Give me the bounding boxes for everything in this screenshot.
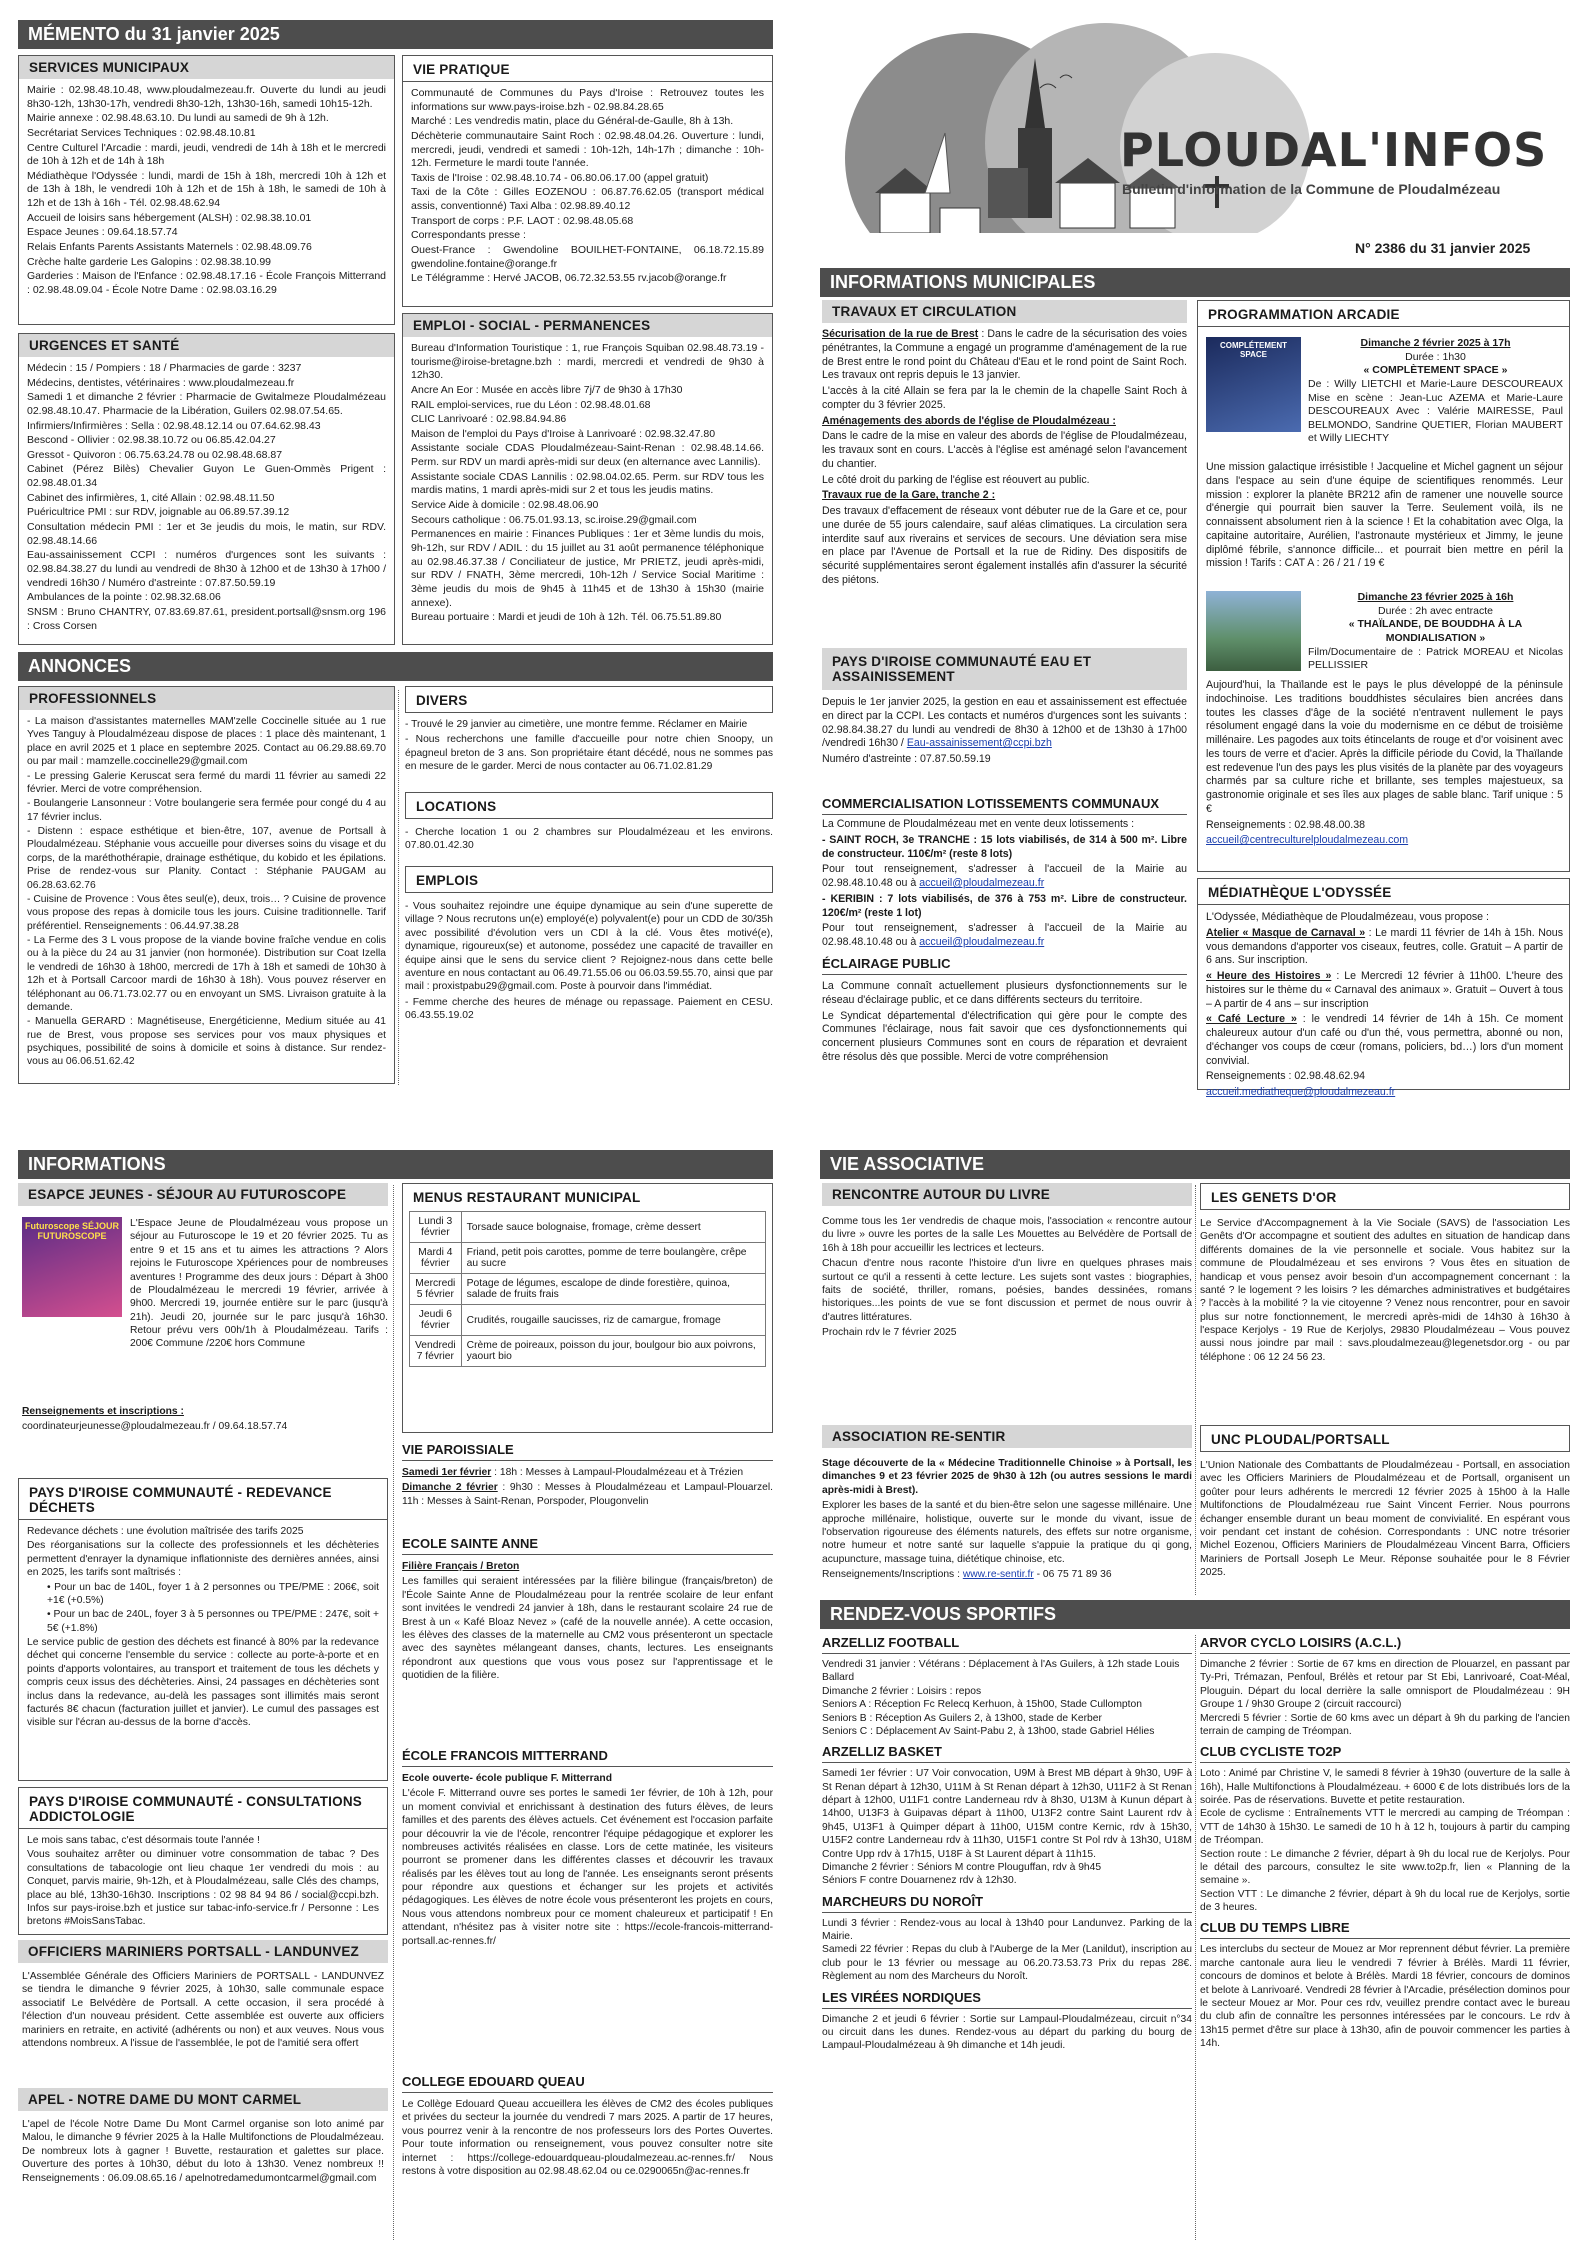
arcadie-e1-text: Une mission galactique irrésistible ! Jacqueline et Michel gagnent un séjour dans l'espace au sein d'une équipe de scientifiques renommés. Leur mission : explorer la planète BR212 afin de ramener une nouvelle source d'énergie qui pourrait bien sauver la Terre. Seulement voilà, ils ne connaissent absolument rien à la science ! Et la cohabitation avec Olga, la capitaine autoritaire, Aurélien, l'astronaute mystérieux et Jimmy, le jeune diplômé fébrile, s'annonce difficile... et pourrait bien mettre en péril la mission ! Tarifs : CAT A : 26 / 21 / 19 €	[1206, 461, 1563, 570]
espace-jeunes-rens	[22, 1405, 388, 1475]
services-line: Relais Enfants Parents Assistants Maternels : 02.98.48.09.76	[27, 241, 312, 254]
addictologie-text: Vous souhaitez arrêter ou diminuer votre consommation de tabac ? Des consultations de tabacologie ont lieu chaque 1er vendredi du mois : au Conquet, parvis mairie, 9h-12h, et à Ploudalmézeau, salle Clés des champs, place au blé, 13h30-16h30. Inscriptions : 02 98 84 94 86 / social@ccpi.bzh. Infos sur pays-iroise.bzh et justice sur tabac-info-service.fr / Personne : Les bretons #MoisSansTabac.	[27, 1849, 379, 1928]
divers-item: - Nous recherchons une famille d'accueille pour notre chien Snoopy, un épagneul breton de 3 ans. Son propriétaire étant décédé, nous ne sommes pas en mesure de le garder. Merci de nous contacter au 06.71.02.81.29	[405, 734, 773, 773]
travaux-text: Le côté droit du parking de l'église est réouvert au public.	[822, 473, 1090, 486]
menu-day: Mercredi 5 février	[410, 1274, 462, 1305]
redevance-text: Redevance déchets : une évolution maîtrisée des tarifs 2025	[27, 1526, 304, 1537]
vie-pratique-line: Marché : Les vendredis matin, place du Général-de-Gaulle, 8h à 13h.	[411, 115, 734, 128]
professionnels-body	[19, 710, 394, 1075]
annonce-item: - Manuella GERARD : Magnétiseuse, Energéticienne, Medium située au 41 rue de Brest, vous propose ses services pour vos maux physiques et psychiques, possibilité de soins à domicile et soins à distance. Sur rendez-vous au 06.06.51.62.42	[27, 1016, 386, 1068]
arcadie-e2-credits: Film/Documentaire de : Patrick MOREAU et Nicolas PELLISSIER	[1308, 645, 1563, 672]
unc-section	[1200, 1425, 1570, 1595]
addictologie-body	[19, 1829, 387, 1935]
resentir-tel: - 06 75 71 89 36	[1033, 1569, 1112, 1580]
services-line: Espace Jeunes : 09.64.18.57.74	[27, 226, 178, 239]
urgences-line: Puéricultrice PMI : sur RDV, joignable au 06.89.57.39.12	[27, 506, 290, 519]
virees-body	[822, 2013, 1192, 2053]
arcadie-e2-text: Aujourd'hui, la Thaïlande est le pays le plus développé de la péninsule indochinoise. Les traditions bouddhistes séculaires bien ancrées dans toutes les classes d'âge de la société n'entravent nullement le pays résolument engagé dans la voie du modernisme en ce début de troisième millénaire. Les pagodes aux toits étincelants de rouge et d'or voisinent avec les tours de verre et d'acier. Après la difficile période du Covid, la Thaïlande est redevenue l'un des pays les plus visités de la planète par des voyageurs charmés par sa culture riche et brillante, ses temples majestueux, sa gastronomie originale et ses îles aux plages de sable blanc. Tarif unique : 5 €	[1206, 679, 1563, 815]
lotissements-body	[822, 818, 1187, 950]
menu-dish: Crème de poireaux, poisson du jour, boulgour bio aux poivrons, yaourt bio	[461, 1336, 765, 1367]
emploi-line: Maison de l'emploi du Pays d'Iroise à Lanrivoaré : 02.98.32.47.80	[411, 427, 716, 440]
arcadie-e2-date: Dimanche 23 février 2025 à 16h	[1357, 591, 1514, 603]
lotissements-text: La Commune de Ploudalmézeau met en vente deux lotissements :	[822, 818, 1135, 830]
menus-box	[402, 1183, 773, 1433]
genets-text: Le Service d'Accompagnement à la Vie Sociale (SAVS) de l'association Les Genêts d'Or accompagne et soutient des adultes en situation de handicap dans différents domaines de la vie personnelle et sociale. Vous habitez sur la commune de Ploudalmézeau et ses environs ? Vous êtes en situation de handicap et vous pensez avoir besoin d'un accompagnement concernant : la santé ? le logement ? les loisirs ? les démarches administratives et budgétaires ? l'accès à la mobilité ? la vie citoyenne ? Venez nous rencontrer, pour en savoir plus sur notre fonctionnement, le mercredi après-midi de 14h30 à 16h30 à l'espace Kerjolys - 19 Rue de Kerjolys, 29830 Ploudalmézeau – Vous pouvez aussi nous joindre par mail : savs.ploudalmezeau@legenetsdor.org - ou par téléphone : 06 12 24 56 23.	[1200, 1218, 1570, 1363]
services-box	[18, 55, 395, 325]
travaux-h1: Sécurisation de la rue de Brest	[822, 328, 979, 340]
espace-jeunes-intro: L'Espace Jeune de Ploudalmézeau vous propose un séjour au Futuroscope le 19 et 20 février 2025. Tu as entre 9 et 15 ans et tu aimes les attractions ? Alors rejoins le Futuroscope Xpériences pour de nombreuses aventures ! Programme des deux jours : Départ à 3h00 de Ploudalmézeau le mercredi 19 février, arrivée à 9h00. Mercredi 19, journée entière sur le parc (jusqu'à 21h). Jeudi 20, journée sur le parc jusqu'à 16h30. Retour prévu vers 00h/1h à Ploudalmézeau. Tarifs : 200€ Commune /220€ hors Commune	[130, 1218, 388, 1350]
urgences-line: Infirmiers/Infirmières : Sella : 02.98.48.12.14 ou 07.64.62.98.43	[27, 419, 321, 432]
services-line: Mairie : 02.98.48.10.48, www.ploudalmezeau.fr. Ouverte du lundi au jeudi 8h30-12h, 13h30-17h, vendredi 8h30-12h, 13h30-16h, samedi 10h15-12h.	[27, 84, 386, 110]
arcadie-e2-title: « THAÏLANDE, DE BOUDDHA À LA MONDIALISATION »	[1348, 618, 1523, 644]
menus-title: MENUS RESTAURANT MUNICIPAL	[413, 1190, 641, 1205]
annonce-item: - La Ferme des 3 L vous propose de la viande bovine fraîche vendue en colis ou à la pièce du 24 au 31 janvier (non hormonée). Distribution sur Coat Izella le vendredi de 16h30 à 18h00, mercredi de 17h à 18h et samedi de 10h30 à 12h et à Portsall Carcoor mardi de 16h30 à 18h). Vous pouvez réserver en téléphonant au 06.71.73.02.77 ou en envoyant un SMS. Livraison gratuite à la demande.	[27, 935, 386, 1013]
lotissements-text: - SAINT ROCH, 3e TRANCHE : 15 lots viabilisés, de 314 à 500 m². Libre de constructeur. 110€/m² (reste 8 lots)	[822, 833, 1187, 860]
urgences-title: URGENCES ET SANTÉ	[19, 334, 394, 357]
services-line: Centre Culturel l'Arcadie : mardi, jeudi, vendredi de 14h à 18h et le mercredi de 10h à 12h et de 14h à 18h	[27, 141, 386, 168]
espace-jeunes-title: ESAPCE JEUNES - SÉJOUR AU FUTUROSCOPE	[18, 1183, 388, 1206]
basket-line: Samedi 1er février : U7 Voir convocation, U9M à Brest MB départ à 9h30, U9F à St Renan départ à 12h30, U11M à St Renan départ à 12h30, U11F2 à St Renan départ à 12h00, U11F1 contre Landerneau rdv à 8h30, U13M à Kunun départ à 14h00, U13F3 à Guipavas départ à 11h00, U13F2 contre Saint Laurent rdv à 9h45, U13F1 à Quimper départ à 11h00, U15M contre Kernic, rdv à 15h30, U15F2 contre Landerneau rdv à 11h30, U15F1 contre St Pol rdv à 13h30, U18M Contre Upp rdv à 17h15, U18F à St Laurent départ à 11h15.	[822, 1768, 1192, 1860]
mitterrand-heading: Ecole ouverte- école publique F. Mitterrand	[402, 1773, 612, 1784]
mediatheque-email-link[interactable]: accueil.mediatheque@ploudalmezeau.fr	[1206, 1086, 1396, 1099]
informations-title: INFORMATIONS	[18, 1150, 773, 1179]
redevance-bullet: Pour un bac de 140L, foyer 1 à 2 personnes ou TPE/PME : 206€, soit +1€ (+0.5%)	[47, 1581, 379, 1606]
urgences-line: Consultation médecin PMI : 1er et 3e jeudis du mois, le matin, sur RDV. 02.98.48.14.66	[27, 521, 386, 547]
professionnels-title: PROFESSIONNELS	[19, 687, 394, 710]
travaux-section	[822, 300, 1187, 650]
annonce-item: - Boulangerie Lansonneur : Votre boulangerie sera fermée pour congé du 4 au 17 février inclus.	[27, 798, 386, 823]
arcadie-e1-date: Dimanche 2 février 2025 à 17h	[1360, 337, 1511, 349]
basket-title: ARZELLIZ BASKET	[822, 1744, 1192, 1763]
officiers-text: L'Assemblée Générale des Officiers Mariniers de PORTSALL - LANDUNVEZ se tiendra le dimanche 9 février 2025, à 10h30, salle communale espace associatif Le Belvédère de Portsall. A cette occasion, il sera procédé à l'élection d'un nouveau président. Cette assemblée est ouverte aux officiers mariniers en retraite, en activité (adhérents ou non) et aux veuves. Nous vous attendons nombreux. A l'issue de l'assemblée, le pot de l'amitié sera offert	[22, 1971, 384, 2049]
eclairage-section	[822, 950, 1187, 1090]
mitterrand-title: ÉCOLE FRANCOIS MITTERRAND	[402, 1748, 773, 1767]
mediatheque-atelier: Atelier « Masque de Carnaval »	[1206, 926, 1366, 939]
travaux-text: : Dans le cadre de la sécurisation des voies pénétrantes, la Commune a engagé un programme d'aménagement de la rue de Brest entre le rond point du Château d'Eau et le rond point de Saint Roch. Les travaux ont repris depuis le 13 janvier.	[822, 328, 1187, 382]
memento-title: MÉMENTO du 31 janvier 2025	[18, 20, 773, 49]
resentir-section	[822, 1425, 1192, 1595]
emplois-item: - Vous souhaitez rejoindre une équipe dynamique au sein d'une superette de village ? Nous recrutons un(e) employé(e) polyvalent(e) pour un CDD de 30/35h avec possibilité d'évolution vers un CDI à la clé. Vous êtes motivé(e), dynamique, rigoureux(se) et autonome, possédez une capacité de travailler en équipe ainsi que le sens du service client ? Rejoignez-nous dans cette belle aventure en nous contactant au 06.49.71.55.06 ou 06.03.59.55.70, ainsi que par mail : proxistpabu29@gmail.com. Poste à pourvoir dans l'immédiat.	[405, 901, 773, 993]
to2p-body	[1200, 1767, 1570, 1914]
eau-text: Numéro d'astreinte : 07.87.50.59.19	[822, 753, 991, 766]
sports-title: RENDEZ-VOUS SPORTIFS	[820, 1600, 1570, 1629]
paroissiale-section	[402, 1436, 773, 1536]
queau-title: COLLEGE EDOUARD QUEAU	[402, 2074, 773, 2093]
annonces-right	[405, 686, 773, 1084]
resentir-link[interactable]: www.re-sentir.fr	[962, 1569, 1034, 1580]
lotissements-title: COMMERCIALISATION LOTISSEMENTS COMMUNAUX	[822, 796, 1187, 815]
sainte-anne-title: ECOLE SAINTE ANNE	[402, 1536, 773, 1555]
mediatheque-box	[1197, 878, 1570, 1099]
virees-line: Dimanche 2 et jeudi 6 février : Sortie sur Lampaul-Ploudalmézeau, circuit n°34 ou circuit dans les dunes. Rendez-vous au départ du parking du bourg de Lampaul-Ploudalmézeau à 9h dimanche et 14h jeudi.	[822, 2013, 1192, 2052]
urgences-line: SNSM : Bruno CHANTRY, 07.83.69.87.61, president.portsall@snsm.org 196 : Cross Corsen	[27, 605, 386, 632]
sainte-anne-text: Les familles qui seraient intéressées par la filière bilingue (français/breton) de l'École Sainte Anne de Ploudalmézeau pour la rentrée scolaire de leur enfant sont invitées le vendredi 24 janvier à 18h, dans le restaurant scolaire 24 rue de Brest à un « Kafé Bloaz Nevez » (café de la nouvelle année). A cette occasion, les élèves des classes de la maternelle au CM2 vous présenteront un spectacle avec des saynètes mélangeant danses, chants, lectures. Les enseignants répondront aux questions que vous vous posez sur l'apprentissage et le quotidien de la filière.	[402, 1576, 773, 1681]
urgences-line: Gressot - Quivoron : 06.75.63.24.78 ou 02.98.48.68.87	[27, 448, 283, 461]
services-line: Crèche halte garderie Les Galopins : 02.98.38.10.99	[27, 255, 271, 268]
travaux-title: TRAVAUX ET CIRCULATION	[822, 300, 1187, 323]
lotissements-text: Pour tout renseignement, s'adresser à l'accueil de la Mairie au 02.98.48.10.48 ou à	[822, 863, 1187, 890]
eau-section	[822, 648, 1187, 788]
locations-body	[405, 826, 773, 866]
to2p-title: CLUB CYCLISTE TO2P	[1200, 1744, 1570, 1763]
mediatheque-text: : Le mardi 11 février de 14h à 15h. Nous vous demandons d'apporter vos ciseaux, feutres, colle. Gratuit – A partir de 6 ans. Sur inscription.	[1206, 926, 1563, 967]
menu-dish: Friand, petit pois carottes, pomme de terre boulangère, crêpe au sucre	[461, 1243, 765, 1274]
emploi-line: Bureau d'Information Touristique : 1, rue François Squiban 02.98.48.73.19 - tourisme@iroise-bretagne.bzh : mardi, mercredi et vendredi de 9h30 à 12h30.	[411, 342, 764, 382]
menu-day: Lundi 3 février	[410, 1212, 462, 1243]
divers-title: DIVERS	[405, 686, 773, 713]
menu-day: Vendredi 7 février	[410, 1336, 462, 1367]
livre-title: RENCONTRE AUTOUR DU LIVRE	[822, 1183, 1192, 1206]
livre-text: Chacun d'entre nous raconte l'histoire d'un livre en quelques phrases mais surtout ce qu'il a ressenti à cette lecture. Les sujets sont vastes : biographies, faits de société, thriller, romans, poésies, bandes dessinées, romans historiques...les points de vue se font discussion et permet de nous ouvrir à d'autres littératures.	[822, 1258, 1192, 1323]
eau-email-link[interactable]: Eau-assainissement@ccpi.bzh	[906, 737, 1052, 750]
noroit-body	[822, 1917, 1192, 1984]
vie-pratique-line: Le Télégramme : Hervé JACOB, 06.72.32.53.55 rv.jacob@orange.fr	[411, 272, 727, 285]
redevance-box	[18, 1478, 388, 1781]
resentir-text: Stage découverte de la « Médecine Traditionnelle Chinoise » à Portsall, les dimanches 9 et 23 février 2025 de 9h30 à 12h (ou autres sessions le mardi après-midi à Brest).	[822, 1458, 1192, 1496]
urgences-line: Médecin : 15 / Pompiers : 18 / Pharmacies de garde : 3237	[27, 362, 302, 374]
locations-item: - Cherche location 1 ou 2 chambres sur Ploudalmézeau et les environs. 07.80.01.42.30	[405, 827, 773, 852]
arcadie-rens: Renseignements : 02.98.48.00.38	[1206, 818, 1366, 831]
eau-body	[822, 696, 1187, 788]
basket-body	[822, 1767, 1192, 1887]
vie-pratique-line: Déchèterie communautaire Saint Roch : 02.98.48.04.26. Ouverture : lundi, mercredi, jeudi, vendredi et samedi : 10h-12h, 14h-17h ; dimanche : 10h-12h. Fermeture le mardi toute l'année.	[411, 129, 764, 170]
annonce-item: - La maison d'assistantes maternelles MAM'zelle Coccinelle située au 1 rue Yves Tanguy à Ploudalmézeau dispose de places : 1 place dès maintenant, 1 place en avril 2025 et 1 place en septembre 2025. Contact au 06.29.88.69.70 ou par mail : mamzelle.coccinelle29@gmail.com	[27, 716, 386, 768]
acl-title: ARVOR CYCLO LOISIRS (A.C.L.)	[1200, 1635, 1570, 1654]
sainte-anne-body	[402, 1560, 773, 1750]
urgences-body	[19, 357, 394, 639]
to2p-line: Ecole de cyclisme : Entraînements VTT le mercredi au camping de Tréompan : VTT de 14h30 à 15h30. Le samedi de 10 h à 12 h, toujours à partir du camping de Tréompan.	[1200, 1808, 1570, 1847]
basket-line: Séniors F contre Douarnenez rdv à 12h30.	[822, 1875, 1017, 1887]
queau-section	[402, 2068, 773, 2240]
menu-dish: Torsade sauce bolognaise, fromage, crème dessert	[461, 1212, 765, 1243]
emploi-title: EMPLOI - SOCIAL - PERMANENCES	[403, 314, 772, 337]
urgences-line: Samedi 1 et dimanche 2 février : Pharmacie de Gwitalmeze Ploudalmézeau 02.98.48.10.47. Pharmacie de la Libération, Guilers 02.98.07.54.65.	[27, 391, 386, 417]
addictologie-text: Le mois sans tabac, c'est désormais toute l'année !	[27, 1835, 260, 1846]
menu-day: Mardi 4 février	[410, 1243, 462, 1274]
arcadie-title: PROGRAMMATION ARCADIE	[1198, 301, 1569, 327]
football-line: Seniors A : Réception Fc Relecq Kerhuon, à 15h00, Stade Cullompton	[822, 1699, 1142, 1711]
arcadie-email-link[interactable]: accueil@centreculturelploudalmezeau.com	[1206, 834, 1409, 847]
travaux-h3: Travaux rue de la Gare, tranche 2 :	[822, 489, 996, 502]
sports-right	[1200, 1633, 1570, 2240]
eau-text: Depuis le 1er janvier 2025, la gestion en eau et assainissement est effectuée en direct par la CCPI. Les contacts et numéros d'urgences sont les suivants : 02.98.84.38.27 du lundi au vendredi de 8h30 à 12h00 et de 13h30 à 17h00 /vendredi 16h30 /	[822, 696, 1187, 750]
vie-pratique-line: Communauté de Communes du Pays d'Iroise : Retrouvez toutes les informations sur www.pays-iroise.bzh - 02.98.84.28.65	[411, 87, 764, 113]
emploi-line: CLIC Lanrivoaré : 02.98.84.94.86	[411, 413, 567, 426]
vie-pratique-line: Correspondants presse :	[411, 229, 526, 242]
vie-pratique-line: Taxis de l'Iroise : 02.98.48.10.74 - 06.80.06.17.00 (appel gratuit)	[411, 171, 709, 184]
redevance-text: Des réorganisations sur la collecte des professionnels et les déchèteries permettent d'enrayer la dynamique inflationniste des dernières années, ainsi en 2025, les tarifs sont maîtrisés :	[27, 1540, 379, 1579]
emplois-title: EMPLOIS	[405, 866, 773, 893]
mitterrand-body	[402, 1772, 773, 2072]
noroit-line: Lundi 3 février : Rendez-vous au local à 13h40 pour Landunvez. Parking de la Mairie.	[822, 1917, 1192, 1942]
poster-thailande	[1206, 591, 1301, 671]
annonce-item: - Distenn : espace esthétique et bien-être, 107, avenue de Portsall à Ploudalmézeau. Stéphanie vous accueille pour diverses soins du visage et du corps, de la maréthothérapie, drainage esthétique, du kobido et les épilations. Prise de rendez-vous sur Planity. Contact : Stéphanie PAUGAM au 06.28.63.62.76	[27, 826, 386, 891]
apel-section	[18, 2088, 388, 2238]
to2p-line: Loto : Animé par Christine V, le samedi 8 février à 19h30 (ouverture de la salle à 16h), Halle Multifonctions à Ploudalmézeau. + 6000 € de lots distribués lors de la soirée. Pas de réservations. Buvette et petite restauration.	[1200, 1768, 1570, 1806]
masthead	[820, 18, 1570, 268]
arcadie-e2-duration: Durée : 2h avec entracte	[1378, 604, 1493, 617]
acl-text: Dimanche 2 février : Sortie de 67 kms en direction de Plouarzel, en passant par Ty-Pri, Trémazan, Penfoul, Brélès et retour par St Ebi, Lanrivoaré, Coat-Méal, Plouguin. Départ du local derrière la salle omnisport de Ploudalmézeau : 9H Groupe 1 / 9h30 Groupe 2 (circuit raccourci)	[1200, 1659, 1570, 1711]
officiers-section	[18, 1940, 388, 2085]
emploi-line: RAIL emploi-services, rue du Léon : 02.98.48.01.68	[411, 398, 651, 411]
vie-pratique-line: Transport de corps : P.F. LAOT : 02.98.48.05.68	[411, 214, 634, 227]
sports-left	[822, 1633, 1192, 2240]
services-title: SERVICES MUNICIPAUX	[19, 56, 394, 79]
urgences-line: Bescond - Ollivier : 02.98.38.10.72 ou 06.85.42.04.27	[27, 434, 276, 447]
services-line: Médiathèque l'Odyssée : lundi, mardi de 15h à 18h, mercredi 10h à 12h et de 13h à 18h, le vendredi 10h à 12h et de 15h à 18h, le samedi de 10h à 12h et de 13h à 16h - Tél. 02.98.48.62.94	[27, 169, 386, 210]
paroissiale-title: VIE PAROISSIALE	[402, 1442, 773, 1461]
arcadie-e1-title: « COMPLÈTEMENT SPACE »	[1363, 364, 1508, 377]
livre-text: Prochain rdv le 7 février 2025	[822, 1327, 957, 1338]
football-title: ARZELLIZ FOOTBALL	[822, 1635, 1192, 1654]
divider	[1195, 1635, 1196, 2240]
paroissiale-text: : 9h30 : Messes à Ploudalmézeau et Lampaul-Plouarzel. 11h : Messes à Saint-Renan, Porspoder, Plougonvelin	[402, 1482, 773, 1507]
football-line: Seniors B : Réception As Guilers 2, à 13h00, stade de Kerber	[822, 1712, 1102, 1724]
mediatheque-text: L'Odyssée, Médiathèque de Ploudalmézeau, vous propose :	[1206, 911, 1489, 923]
apel-title: APEL - NOTRE DAME DU MONT CARMEL	[18, 2088, 388, 2111]
to2p-line: Section route : Le dimanche 2 février, départ à 9h du local rue de Kerjolys. Pour le détail des parcours, consultez le site www.to2p.fr, lien « Planning de la semaine ».	[1200, 1848, 1570, 1887]
lotissements-section	[822, 790, 1187, 950]
travaux-h2: Aménagements des abords de l'église de Ploudalmézeau :	[822, 414, 1116, 427]
professionnels-box	[18, 686, 395, 1084]
livre-body	[822, 1215, 1192, 1425]
mediatheque-body	[1206, 911, 1564, 1099]
eclairage-text: Le Syndicat départemental d'électrification qui gère pour le compte des Communes l'éclairage, nous fait savoir que ces dysfonctionnements qui concernent plusieurs Communes sont en cours de réparation et devraient être résolus dès que possible. Merci de votre compréhension	[822, 1009, 1187, 1063]
emploi-line: Secours catholique : 06.75.01.93.13, sc.iroise.29@gmail.com	[411, 513, 697, 526]
eau-title: PAYS D'IROISE COMMUNAUTÉ EAU ET ASSAINISSEMENT	[822, 648, 1187, 690]
unc-text: L'Union Nationale des Combattants de Ploudalmézeau - Portsall, en association avec les Officiers Mariniers de Ploudalmézeau et de Portsall, organisent un goûter pour leurs adhérents le mercredi 12 février 2025 à 15h00 à la Halle Multifonctions de Ploudalmézeau rue Saint Vincent Ferrier. Nous pourrons échanger ensemble durant un beau moment de convivialité. En espérant vous voir pendant cet instant de cohésion. Correspondants : UNC notre trésorier Michel Eozenou, Officiers Mariniers de Ploudalmézeau Vincent Barra, Officiers Mariniers de Portsall Joseph Le Meur. Réponse souhaitée pour le 8 Février 2025.	[1200, 1460, 1570, 1578]
apel-text: L'apel de l'école Notre Dame Du Mont Carmel organise son loto animé par Malou, le dimanche 9 février 2025 à la Halle Multifonctions de Ploudalmézeau. De nombreux lots à gagner ! Buvette, restauration et galettes sur place. Ouverture des portes à 10h30, début du loto à 13h30. Venez nombreux !! Renseignements : 06.09.08.65.16 / apelnotredamedumontcarmel@gmail.com	[22, 2119, 384, 2184]
urgences-line: Eau-assainissement CCPI : numéros d'urgences sont les suivants : 02.98.84.38.27 du lundi au vendredi de 8h30 à 12h00 et de 13h30 à 17h00 / vendredi 16h30 / Numéro d'astreinte : 07.87.50.59.19	[27, 549, 386, 589]
vie-pratique-line: Ouest-France : Gwendoline BOUILHET-FONTAINE, 06.18.72.15.89 gwendoline.fontaine@orange.fr	[411, 244, 764, 270]
genets-title: LES GENETS D'OR	[1200, 1183, 1570, 1210]
emploi-body	[403, 337, 772, 631]
officiers-title: OFFICIERS MARINIERS PORTSALL - LANDUNVEZ	[18, 1940, 388, 1963]
emploi-line: Permanences en mairie : Finances Publiques : 1er et 3ème lundis du mois, 9h-12h, sur RDV / ADIL : du 15 juillet au 31 août permanence téléphonique au 02.98.46.37.38 / Conciliateur de justice, Mr PRIETZ, jeudi après-midi, sur RDV / FNATH, 3ème mercredi, 10h-12h / Service Social Maritime : 3ème jeudis du mois de 9h45 à 11h45 et de 13h30 à 15h30 (mairie annexe).	[411, 528, 764, 609]
travaux-text: Dans le cadre de la mise en valeur des abords de l'église de Ploudalmézeau, les travaux sont en cours. L'accès à l'église est aménagé selon l'avancement du chantier.	[822, 430, 1187, 470]
football-line: Dimanche 2 février : Loisirs : repos	[822, 1685, 982, 1697]
mediatheque-title: MÉDIATHÈQUE L'ODYSSÉE	[1198, 879, 1569, 905]
paroissiale-date: Samedi 1er février	[402, 1467, 492, 1478]
arcadie-e1-credits: De : Willy LIETCHI et Marie-Laure DESCOUREAUX Mise en scène : Jean-Luc AZEMA et Marie-Laure DESCOUREAUX Avec : Valérie MAIRESSE, Paul BELMONDO, Sandrine QUETIER, Florian MAUBERT et Willy LIECHTY	[1308, 377, 1563, 445]
travaux-body	[822, 328, 1187, 648]
lotissements-text: Pour tout renseignement, s'adresser à l'accueil de la Mairie au 02.98.48.10.48 ou à	[822, 922, 1187, 949]
football-body	[822, 1658, 1192, 1738]
travaux-text: L'accès à la cité Allain se fera par la le chemin de la chapelle Saint Roch à compter du 3 février 2025.	[822, 385, 1187, 411]
locations-title: LOCATIONS	[405, 792, 773, 819]
emploi-box	[402, 313, 773, 645]
addictologie-box	[18, 1787, 388, 1935]
paroissiale-body	[402, 1466, 773, 1536]
arcadie-event1-head	[1308, 337, 1563, 446]
logo-text: PLOUDAL'INFOS	[1120, 123, 1548, 177]
urgences-line: Médecins, dentistes, vétérinaires : www.ploudalmezeau.fr	[27, 376, 295, 389]
annonce-item: - Le pressing Galerie Keruscat sera fermé du mardi 11 février au samedi 22 février. Merci de votre compréhension.	[27, 770, 386, 795]
urgences-line: Cabinet (Pérez Bilès) Chevalier Guyon Le Guen-Ommès Prigent : 02.98.48.01.34	[27, 463, 386, 490]
emplois-item: - Femme cherche des heures de ménage ou repassage. Paiement en CESU. 06.43.55.19.02	[405, 996, 773, 1021]
services-line: Secrétariat Services Techniques : 02.98.48.10.81	[27, 126, 256, 139]
mediatheque-text: : le vendredi 14 février de 14h à 15h. Ce moment chaleureux autour d'un café ou d'un thé, vous permettra, abonné ou non, d'échanger vos coups de cœur (romans, policiers, bd…) lors d'un moment convivial.	[1206, 1013, 1564, 1067]
basket-line: Dimanche 2 février : Séniors M contre Plouguffan, rdv à 9h45	[822, 1861, 1102, 1873]
virees-title: LES VIRÉES NORDIQUES	[822, 1990, 1192, 2009]
mitterrand-text: L'école F. Mitterrand ouvre ses portes le samedi 1er février, de 10h à 12h, pour un moment convivial et enrichissant à destination des futurs élèves, de leurs familles et des parents des élèves actuels. Cet événement est l'occasion parfaite pour découvrir la vie de l'école, rencontrer l'équipe pédagogique et explorer les nombreuses activités réalisées en classe. Lors de cette matinée, les visiteurs pourront se promener dans les différentes classes et découvrir les travaux réalisés par les élèves tout au long de l'année. Les enseignants seront présents pour répondre aux questions et échanger sur les projets et activités pédagogiques. Les élèves de notre école vous présenteront les projets en cours, Nous vous attendons nombreux pour ce moment chaleureux et participatif ! En attendant, n'hésitez pas à visiter notre site : https://ecole-francois-mitterrand-portsall.ac-rennes.fr/	[402, 1788, 773, 1947]
mediatheque-rens: Renseignements : 02.98.48.62.94	[1206, 1070, 1366, 1083]
mediatheque-histoires: « Heure des Histoires »	[1206, 970, 1332, 983]
noroit-title: MARCHEURS DU NOROÎT	[822, 1894, 1192, 1913]
football-line: Vendredi 31 janvier : Vétérans : Déplacement à l'As Guilers, à 12h stade Louis Ballard	[822, 1659, 1180, 1684]
vie-pratique-box	[402, 55, 773, 307]
espace-jeunes-section	[18, 1183, 388, 1483]
annonces-title: ANNONCES	[18, 652, 773, 681]
eclairage-text: La Commune connaît actuellement plusieurs dysfonctionnements sur le réseau d'éclairage public, et ce dans différents secteurs du territoire.	[822, 980, 1187, 1006]
issue-number: N° 2386 du 31 janvier 2025	[1355, 240, 1531, 256]
arcadie-box	[1197, 300, 1570, 872]
redevance-bullet: Pour un bac de 240L, foyer 3 à 5 personnes ou TPE/PME : 247€, soit + 5€ (+1.8%)	[47, 1609, 379, 1634]
menu-row	[410, 1243, 766, 1274]
mediatheque-cafe: « Café Lecture »	[1206, 1013, 1297, 1026]
infos-muni-title: INFORMATIONS MUNICIPALES	[820, 268, 1570, 297]
futuroscope-poster: Futuroscope SÉJOUR FUTUROSCOPE	[22, 1217, 122, 1317]
resentir-rens: Renseignements/Inscriptions :	[822, 1569, 960, 1580]
menu-day: Jeudi 6 février	[410, 1305, 462, 1336]
arcadie-event2-head	[1308, 591, 1563, 673]
acl-text: Mercredi 5 février : Sortie de 60 kms avec un départ à 9h du parking de l'ancien terrain de camping de Tréompan.	[1200, 1712, 1570, 1737]
emploi-line: Ancre An Eor : Musée en accès libre 7j/7 de 9h30 à 17h30	[411, 383, 683, 396]
travaux-text: Des travaux d'effacement de réseaux vont débuter rue de la Gare et ce, pour une durée de 55 jours calendaire, sauf aléas climatiques. La circulation sera interdite sauf aux riverains et services de secours. Une déviation sera mise en place par l'Avenue de Portsall et la rue de Ridiny. Des dispositifs de sécurité supplémentaires seront également installés afin d'assurer la sécurité des piétons.	[822, 505, 1187, 587]
urgences-box	[18, 333, 395, 645]
queau-text: Le Collège Edouard Queau accueillera les élèves de CM2 des écoles publiques et privées du secteur la journée du vendredi 7 mars 2025. A partir de 17 heures, vous pourrez venir à la rencontre de nos professeurs lors des Portes Ouvertes. Pour toute information ou renseignement, vous pouvez consulter notre site internet : https://college-edouardqueau-ploudalmezeau.ac-rennes.fr/ Nous restons à votre disposition au 02.98.48.62.04 ou ce.0290065n@ac-rennes.fr	[402, 2099, 773, 2177]
temps-libre-title: CLUB DU TEMPS LIBRE	[1200, 1920, 1570, 1939]
divider	[398, 690, 399, 1085]
livre-section	[822, 1183, 1192, 1428]
redevance-body: Redevance déchets : une évolution maîtrisée des tarifs 2025 Des réorganisations sur la collecte des professionnels et les déchèteries permettent d'enrayer la dynamique inflationniste des dernières années, ainsi en 2025, les tarifs sont maîtrisés : • Pour un bac de 140L, foyer 1 à 2 personnes ou TPE/PME : 206€, soit +1€ (+0.5%) • Pour un bac de 240L, foyer 3 à 5 personnes ou TPE/PME : 247€, soit + 5€ (+1.8%) Le service public de gestion des déchets est financé à 80% par la redevance déchet qui concerne l'ensemble du service : collecte au porte-à-porte et en points d'apports volontaires, au transport et traitement de tous les déchets y compris ceux issus des déchèteries. Ainsi, 24 passages en déchèteries sont inclus dans la redevance, au-delà les passages sont illimités mais seront facturés 8€ chacun (facturation juillet et janvier). Le cumul des passages est visible sur l'écran au-dessus de la borne d'accès.	[27, 1526, 379, 1729]
services-body	[19, 79, 394, 304]
mediatheque-text: : Le Mercredi 12 février à 11h00. L'heure des histoires sur le thème du « Carnaval des animaux ». Gratuit – Ouvert à tous – A partir de 4 ans – sur inscription	[1206, 970, 1563, 1010]
menu-dish: Crudités, rougaille saucisses, riz de camargue, fromage	[461, 1305, 765, 1336]
addictologie-title: PAYS D'IROISE COMMUNAUTÉ - CONSULTATIONS ADDICTOLOGIE	[19, 1788, 387, 1829]
annonce-item: - Cuisine de Provence : Vous êtes seul(e), deux, trois… ? Cuisine de provence vous propose des repas à domicile tous les jours. Cuisine traditionnelle. Tarif préférentiel. Renseignements : 06.44.97.38.28	[27, 893, 386, 932]
services-line: Mairie annexe : 02.98.48.63.10. Du lundi au samedi de 9h à 12h.	[27, 112, 329, 125]
menu-row	[410, 1336, 766, 1367]
paroissiale-text: : 18h : Messes à Lampaul-Ploudalmézeau et à Trézien	[491, 1467, 744, 1478]
temps-libre-text: Les interclubs du secteur de Mouez ar Mor reprennent début février. La première marche cantonale aura lieu le vendredi 7 février à Brélès. Mardi 11 février, concours de dominos et belote à Brélès. Mardi 18 février, concours de dominos et belote à Lanrivoaré. Vendredi 28 février à l'Arcadie, présélection dominos pour le secteur Mouez ar Mor. Pour ces rdv, veuillez prendre contact avec le bureau du club afin de connaître les personnes intéressées par le concours. Le rdv à 13h15 permet d'être sur place à 13h30, afin de pouvoir commencer les parties à 14h.	[1200, 1944, 1570, 2049]
vie-pratique-body	[403, 82, 772, 292]
logo-subtitle: Bulletin d'information de la Commune de Ploudalmézeau	[1122, 181, 1501, 197]
espace-jeunes-rens-label: Renseignements et inscriptions :	[22, 1406, 184, 1417]
divers-item: - Trouvé le 29 janvier au cimetière, une montre femme. Réclamer en Mairie	[405, 719, 748, 730]
emploi-line: Bureau portuaire : Mardi et jeudi de 10h à 12h. Tél. 06.75.51.89.80	[411, 611, 722, 624]
espace-jeunes-contact: coordinateurjeunesse@ploudalmezeau.fr / 09.64.18.57.74	[22, 1421, 288, 1433]
resentir-body	[822, 1457, 1192, 1595]
sainte-anne-section	[402, 1530, 773, 1750]
divider	[1195, 1185, 1196, 1595]
vie-pratique-title: VIE PRATIQUE	[403, 56, 772, 82]
emplois-body	[405, 900, 773, 1084]
redevance-text: Le service public de gestion des déchets est financé à 80% par la redevance déchet qui concerne l'ensemble du service : collecte au porte-à-porte et en points d'apports volontaires, au transport et traitement de tous les déchets y compris ceux issus des déchèteries. Ainsi, 24 passages en déchèteries sont inclus dans la redevance, au-delà les passages sont illimités mais seront facturés 8€ chacun (facturation juillet et janvier). Le cumul des passages est visible sur l'écran au-dessus de la borne d'accès.	[27, 1637, 379, 1729]
emploi-line: Assistante sociale CDAS Ploudalmézeau-Saint-Renan : 02.98.48.14.66. Perm. sur RDV un mardi après-midi sur deux (en alternance avec Lannilis).	[411, 442, 764, 469]
menu-dish: Potage de légumes, escalope de dinde forestière, quinoa, salade de fruits frais	[461, 1274, 765, 1305]
eclairage-title: ÉCLAIRAGE PUBLIC	[822, 956, 1187, 975]
emploi-line: Assistante sociale CDAS Lannilis : 02.98.04.02.65. Perm. sur RDV tous les mardis matins, 1 mardi après-midi sur 2 et tous les jeudis matins.	[411, 470, 764, 497]
urgences-line: Cabinet des infirmières, 1, cité Allain : 02.98.48.11.50	[27, 491, 275, 504]
vie-asso-title: VIE ASSOCIATIVE	[820, 1150, 1570, 1179]
menu-row	[410, 1212, 766, 1243]
arcadie-e2-body	[1206, 679, 1563, 869]
noroit-line: Samedi 22 février : Repas du club à l'Auberge de la Mer (Lanildut), inscription au club pour le 13 février ou message au 06.20.73.53.73 Prix du repas 28€. Règlement au nom des Marcheurs du Noroît.	[822, 1944, 1192, 1983]
lotissements-email-link[interactable]: accueil@ploudalmezeau.fr	[919, 936, 1045, 949]
emploi-line: Service Aide à domicile : 02.98.48.06.90	[411, 499, 599, 512]
divers-body	[405, 718, 773, 788]
services-line: Garderies : Maison de l'Enfance : 02.98.48.17.16 - École François Mitterrand : 02.98.48.09.04 - École Notre Dame : 02.98.03.16.29	[27, 270, 386, 296]
arcadie-e1-duration: Durée : 1h30	[1405, 350, 1466, 363]
unc-title: UNC PLOUDAL/PORTSALL	[1200, 1425, 1570, 1452]
genets-section	[1200, 1183, 1570, 1428]
livre-text: Comme tous les 1er vendredis de chaque mois, l'association « rencontre autour du livre » ouvre les portes de la salle Les Mouettes au Belvédère de Portsall de 16h à 18h pour accueillir les lectrices et lecteurs.	[822, 1216, 1192, 1254]
football-line: Seniors C : Déplacement Av Saint-Pabu 2, à 13h00, stade Gabriel Hélies	[822, 1725, 1155, 1737]
urgences-line: Ambulances de la pointe : 02.98.32.68.06	[27, 591, 221, 604]
resentir-text: Explorer les bases de la santé et du bien-être selon une sagesse millénaire. Une approche millénaire, holistique, ouverte sur le monde du vivant, issue de l'observation rigoureuse des éléments naturels, des effets sur notre organisme, notre humeur et notre santé sur laquelle s'appuie la pratique du qi gong, acupuncture, massage tuina, diététique chinoise, etc.	[822, 1500, 1192, 1565]
acl-body	[1200, 1658, 1570, 1738]
sainte-anne-heading: Filière Français / Breton	[402, 1561, 520, 1572]
vie-pratique-line: Taxi de la Côte : Gilles EOZENOU : 06.87.76.62.05 (transport médical assis, conventionné) Taxi Alba : 02.98.89.40.12	[411, 186, 764, 213]
lotissements-email-link[interactable]: accueil@ploudalmezeau.fr	[919, 877, 1045, 890]
to2p-line: Section VTT : Le dimanche 2 février, départ à 9h du local rue de Kerjolys, sortie de 3 heures.	[1200, 1888, 1570, 1913]
divider	[393, 1185, 394, 2240]
redevance-title: PAYS D'IROISE COMMUNAUTÉ - REDEVANCE DÉCHETS	[19, 1479, 387, 1520]
resentir-title: ASSOCIATION RE-SENTIR	[822, 1425, 1192, 1448]
menu-row	[410, 1274, 766, 1305]
paroissiale-date: Dimanche 2 février	[402, 1482, 498, 1494]
lotissements-text: - KERIBIN : 7 lots viabilisés, de 376 à 753 m². Libre de constructeur. 120€/m² (reste 1 lot)	[822, 892, 1187, 919]
eclairage-body	[822, 980, 1187, 1090]
menu-table	[409, 1211, 766, 1367]
services-line: Accueil de loisirs sans hébergement (ALSH) : 02.98.38.10.01	[27, 211, 312, 224]
poster-complettement-space: COMPLÉTEMENT SPACE	[1206, 337, 1301, 432]
mitterrand-section	[402, 1742, 773, 2072]
menu-row	[410, 1305, 766, 1336]
